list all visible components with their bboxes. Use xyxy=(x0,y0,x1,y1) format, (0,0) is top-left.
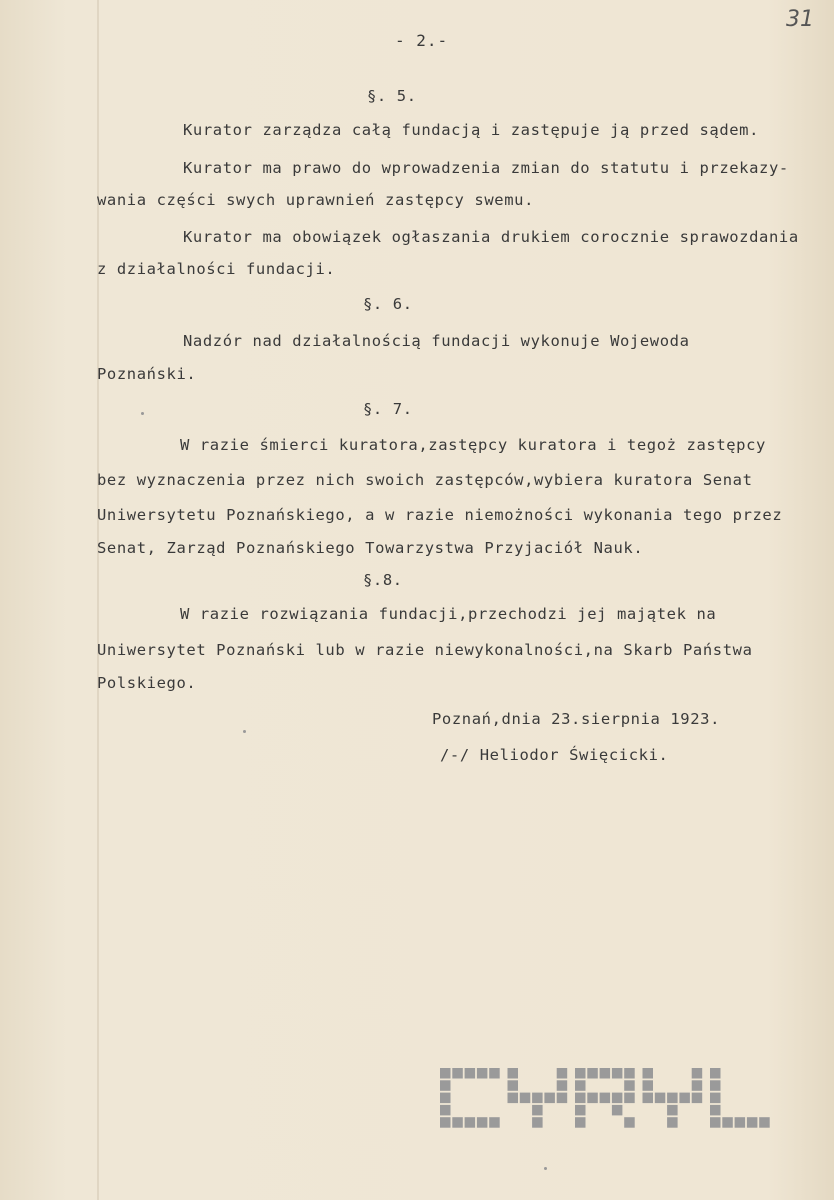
logo-block xyxy=(440,1117,451,1128)
logo-block xyxy=(452,1068,463,1079)
logo-block xyxy=(643,1093,654,1104)
text-line: §. 5. xyxy=(367,87,417,105)
logo-block xyxy=(710,1080,721,1091)
logo-block xyxy=(735,1117,746,1128)
logo-block xyxy=(587,1068,598,1079)
text-line: z działalności fundacji. xyxy=(97,260,336,278)
logo-block xyxy=(508,1080,519,1091)
logo-block xyxy=(440,1105,451,1116)
logo-block xyxy=(612,1105,623,1116)
logo-block xyxy=(508,1068,519,1079)
logo-block xyxy=(722,1117,733,1128)
logo-block xyxy=(643,1068,654,1079)
logo-block xyxy=(575,1105,586,1116)
logo-block xyxy=(465,1117,476,1128)
logo-block xyxy=(600,1093,611,1104)
logo-block xyxy=(692,1068,703,1079)
logo-block xyxy=(600,1068,611,1079)
logo-block xyxy=(667,1117,678,1128)
logo-block xyxy=(489,1117,500,1128)
text-line: Kurator ma obowiązek ogłaszania drukiem corocznie sprawozdania xyxy=(183,228,799,246)
logo-block xyxy=(452,1117,463,1128)
logo-block xyxy=(667,1105,678,1116)
logo-block xyxy=(747,1117,758,1128)
logo-block xyxy=(759,1117,770,1128)
logo-block xyxy=(575,1093,586,1104)
logo-block xyxy=(692,1080,703,1091)
text-line: Senat, Zarząd Poznańskiego Towarzystwa Przyjaciół Nauk. xyxy=(97,539,644,557)
logo-block xyxy=(532,1105,543,1116)
cyryl-logo-watermark xyxy=(440,1068,770,1132)
logo-block xyxy=(692,1093,703,1104)
logo-block xyxy=(655,1093,666,1104)
logo-block xyxy=(544,1093,555,1104)
logo-block xyxy=(624,1093,635,1104)
text-line: Polskiego. xyxy=(97,674,197,692)
logo-block xyxy=(612,1093,623,1104)
logo-block xyxy=(489,1068,500,1079)
text-line: Uniwersytetu Poznańskiego, a w razie niemożności wykonania tego przez xyxy=(97,506,783,524)
logo-block xyxy=(557,1080,568,1091)
logo-block xyxy=(508,1093,519,1104)
logo-block xyxy=(624,1117,635,1128)
logo-block xyxy=(710,1093,721,1104)
logo-block xyxy=(440,1093,451,1104)
logo-block xyxy=(710,1068,721,1079)
text-line: W razie rozwiązania fundacji,przechodzi jej majątek na xyxy=(180,605,717,623)
logo-block xyxy=(624,1068,635,1079)
text-line: §.8. xyxy=(363,571,403,589)
logo-block xyxy=(557,1093,568,1104)
text-line: Poznań,dnia 23.sierpnia 1923. xyxy=(432,710,721,728)
text-line: /-/ Heliodor Święcicki. xyxy=(440,746,669,764)
logo-block xyxy=(667,1093,678,1104)
logo-block xyxy=(643,1080,654,1091)
logo-block xyxy=(520,1093,531,1104)
logo-block xyxy=(477,1068,488,1079)
logo-block xyxy=(575,1068,586,1079)
paper-crease xyxy=(97,0,99,1200)
ink-speck xyxy=(544,1167,547,1170)
logo-block xyxy=(575,1080,586,1091)
logo-block xyxy=(679,1093,690,1104)
logo-block xyxy=(465,1068,476,1079)
text-line: Kurator ma prawo do wprowadzenia zmian do statutu i przekazy- xyxy=(183,159,789,177)
logo-block xyxy=(624,1080,635,1091)
text-line: Nadzór nad działalnością fundacji wykonuje Wojewoda xyxy=(183,332,690,350)
logo-block xyxy=(440,1080,451,1091)
page-number: - 2.- xyxy=(395,31,449,50)
text-line: Uniwersytet Poznański lub w razie niewykonalności,na Skarb Państwa xyxy=(97,641,753,659)
logo-block xyxy=(575,1117,586,1128)
text-line: wania części swych uprawnień zastępcy swemu. xyxy=(97,191,534,209)
logo-block xyxy=(710,1105,721,1116)
logo-block xyxy=(557,1068,568,1079)
text-line: Poznański. xyxy=(97,365,197,383)
logo-block xyxy=(532,1117,543,1128)
text-line: W razie śmierci kuratora,zastępcy kuratora i tegoż zastępcy xyxy=(180,436,766,454)
logo-block xyxy=(532,1093,543,1104)
logo-block xyxy=(587,1093,598,1104)
logo-block xyxy=(612,1068,623,1079)
text-line: Kurator zarządza całą fundacją i zastępuje ją przed sądem. xyxy=(183,121,760,139)
text-line: §. 7. xyxy=(363,400,413,418)
logo-block xyxy=(440,1068,451,1079)
text-line: bez wyznaczenia przez nich swoich zastępców,wybiera kuratora Senat xyxy=(97,471,753,489)
ink-speck xyxy=(141,412,144,415)
text-line: §. 6. xyxy=(363,295,413,313)
logo-block xyxy=(710,1117,721,1128)
corner-page-number: 31 xyxy=(786,7,814,32)
ink-speck xyxy=(243,730,246,733)
logo-block xyxy=(477,1117,488,1128)
